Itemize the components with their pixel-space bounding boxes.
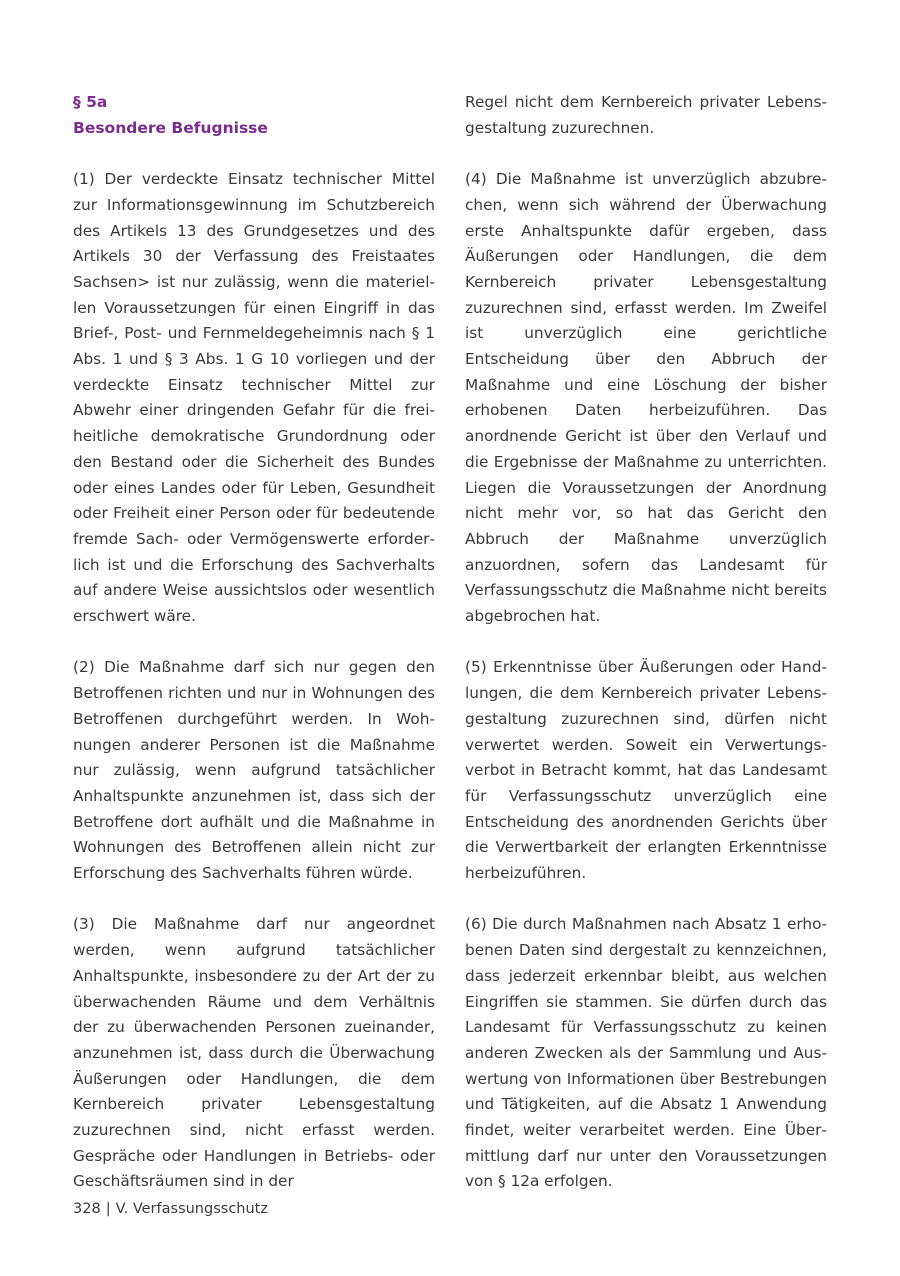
section-title: Besondere Befugnisse — [73, 118, 268, 137]
chapter-title: V. Verfassungsschutz — [115, 1201, 268, 1217]
paragraph-1: (1) Der verdeckte Einsatz technischer Mittel zur Informationsgewinnung im Schutzbereich des Artikels 13 des Grundgesetzes und des Artikels 30 der Verfassung des Freistaates Sachsen> ist nur zulässig, wenn die materiellen Voraussetzungen für einen Eingriff in das Brief-, Post- und Fernmeldegeheimnis nach § 1 Abs. 1 und § 3 Abs. 1 G 10 vorliegen und der verdeckte Einsatz technischer Mittel zur Abwehr einer dringenden Gefahr für die freiheitliche demokratische Grundordnung oder den Bestand oder die Sicherheit des Bundes oder eines Landes oder für Leben, Gesundheit oder Freiheit einer Person oder für bedeutende fremde Sach- oder Vermögenswerte erforderlich ist und die Erforschung des Sachverhalts auf andere Weise aussichtslos oder wesentlich erschwert wäre. — [73, 170, 435, 626]
page-number: 328 — [73, 1201, 101, 1217]
paragraph-3-end: Regel nicht dem Kernbereich privater Lebensgestaltung zuzurechnen. — [465, 93, 827, 137]
footer-separator: | — [105, 1201, 111, 1217]
paragraph-2: (2) Die Maßnahme darf sich nur gegen den Betroffenen richten und nur in Wohnungen des Betroffenen durchgeführt werden. In Wohnungen anderer Personen ist die Maßnahme nur zulässig, wenn aufgrund tatsächlicher Anhaltspunkte anzunehmen ist, dass sich der Betroffene dort aufhält und die Maßnahme in Wohnungen des Betroffenen allein nicht zur Erforschung des Sachverhalts führen würde. — [73, 658, 435, 883]
page-footer — [73, 1198, 268, 1220]
left-column — [73, 90, 435, 1221]
section-heading — [73, 90, 435, 141]
paragraph-3-start: (3) Die Maßnahme darf nur angeordnet werden, wenn aufgrund tatsächlicher Anhaltspunkte, insbesondere zu der Art der zu überwachenden Räume und dem Verhältnis der zu überwachenden Personen zueinander, anzunehmen ist, dass durch die Überwachung Äußerungen oder Handlungen, die dem Kernbereich privater Lebensgestaltung zuzurechnen sind, nicht erfasst werden. Gespräche oder Handlungen in Betriebs- oder Geschäftsräumen sind in der — [73, 915, 435, 1191]
section-number: § 5a — [73, 93, 108, 111]
paragraph-4: (4) Die Maßnahme ist unverzüglich abzubrechen, wenn sich während der Überwachung erste Anhaltspunkte dafür ergeben, dass Äußerungen oder Handlungen, die dem Kernbereich privater Lebensgestaltung zuzurechnen sind, erfasst werden. Im Zweifel ist unverzüglich eine gerichtliche Entscheidung über den Abbruch der Maßnahme und eine Löschung der bisher erhobenen Daten herbeizuführen. Das anordnende Gericht ist über den Verlauf und die Ergebnisse der Maßnahme zu unterrichten. Liegen die Voraussetzungen der Anordnung nicht mehr vor, so hat das Gericht den Abbruch der Maßnahme unverzüglich anzuordnen, sofern das Landesamt für Verfassungsschutz die Maßnahme nicht bereits abgebrochen hat. — [465, 170, 827, 626]
right-column — [465, 90, 827, 1221]
paragraph-6: (6) Die durch Maßnahmen nach Absatz 1 erhobenen Daten sind dergestalt zu kennzeichnen, dass jederzeit erkennbar bleibt, aus welchen Eingriffen sie stammen. Sie dürfen durch das Landesamt für Verfassungsschutz zu keinen anderen Zwecken als der Sammlung und Auswertung von Informationen über Bestrebungen und Tätigkeiten, auf die Absatz 1 Anwendung findet, weiter verarbeitet werden. Eine Übermittlung darf nur unter den Voraussetzungen von § 12a erfolgen. — [465, 915, 827, 1191]
paragraph-5: (5) Erkenntnisse über Äußerungen oder Handlungen, die dem Kernbereich privater Lebensgestaltung zuzurechnen sind, dürfen nicht verwertet werden. Soweit ein Verwertungsverbot in Betracht kommt, hat das Landesamt für Verfassungsschutz unverzüglich eine Entscheidung des anordnenden Gerichts über die Verwertbarkeit der erlangten Erkenntnisse herbeizuführen. — [465, 658, 827, 883]
